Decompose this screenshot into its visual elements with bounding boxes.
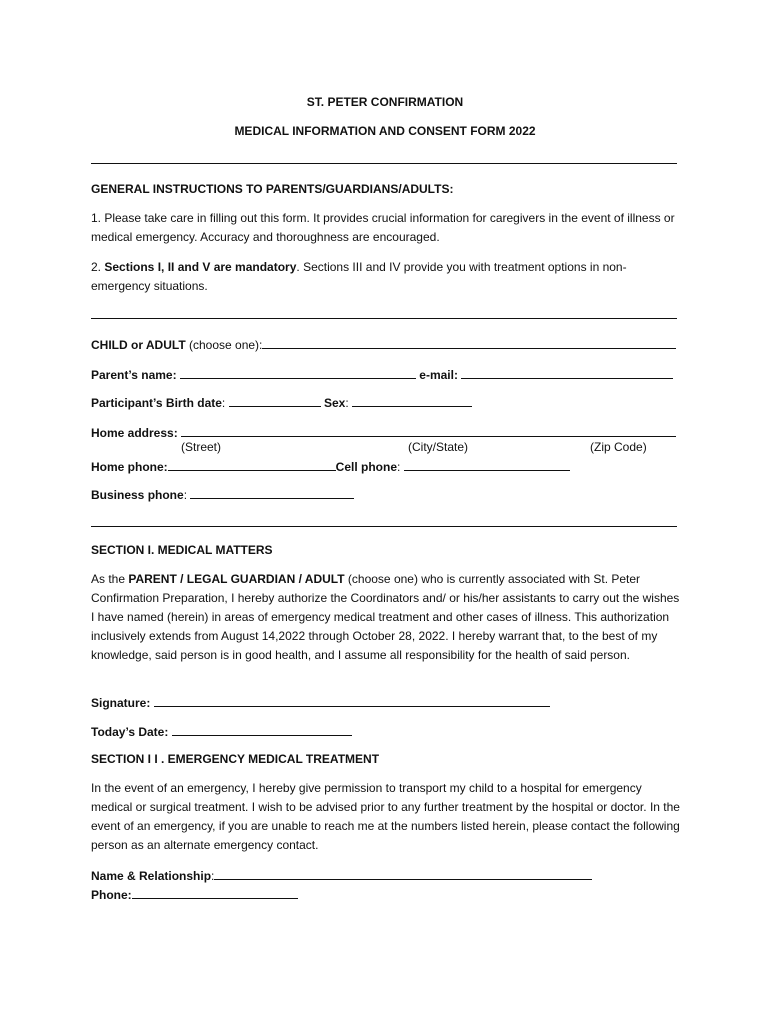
colon: : [183,488,188,502]
child-or-adult-field[interactable] [262,337,676,349]
business-phone-label: Business phone [91,488,184,502]
signature-label: Signature: [91,696,151,710]
home-address-label: Home address: [91,426,178,440]
home-address-row [91,425,676,439]
business-phone-field[interactable] [190,487,354,499]
instruction-2-bold: Sections I, II and V are mandatory [104,260,297,274]
city-state-caption: (City/State) [408,440,469,454]
emergency-phone-label: Phone: [91,888,132,902]
sex-label: Sex [323,396,346,410]
section-1-heading: SECTION I. MEDICAL MATTERS [91,543,273,557]
colon: : [221,396,226,410]
emergency-phone-field[interactable] [132,887,298,899]
sex-field[interactable] [352,395,472,407]
home-phone-field[interactable] [168,459,336,471]
cell-phone-field[interactable] [404,459,570,471]
name-relationship-field[interactable] [214,868,592,880]
emergency-phone-row [91,887,298,901]
todays-date-field[interactable] [172,724,352,736]
home-phone-label: Home phone: [91,460,168,474]
zip-caption: (Zip Code) [590,440,647,454]
business-phone-row [91,487,354,501]
divider [91,526,677,527]
form-title: ST. PETER CONFIRMATION [306,95,464,109]
colon: : [211,869,215,883]
section-1-bold: PARENT / LEGAL GUARDIAN / ADULT [128,572,345,586]
section-2-text: In the event of an emergency, I hereby give permission to transport my child to a hospital for emergency medical or surgical treatment. I wish to be advised prior to any further treatment by the hospital or doctor. In the event of an emergency, if you are unable to reach me at the numbers listed herein, please contact the following person as an alternate emergency contact. [91,781,680,852]
signature-row [91,695,550,709]
birth-date-label: Participant’s Birth date [91,396,222,410]
name-relationship-label: Name & Relationship [91,869,212,883]
instruction-2-rest: . Sections III and IV provide you with treatment options in non-emergency situations. [91,260,627,293]
divider [91,318,677,319]
child-or-adult-hint: (choose one): [189,338,263,352]
instruction-1: 1. Please take care in filling out this form. It provides crucial information for caregivers in the event of illness or medical emergency. Accuracy and thoroughness are encouraged. [91,211,675,244]
form-subtitle: MEDICAL INFORMATION AND CONSENT FORM 2022 [234,124,536,138]
section-1-rest: (choose one) who is currently associated with St. Peter Confirmation Preparation, I hereby authorize the Coordinators and/ or his/her assistants to carry out the wishes I have named (herein) in areas of emergency medical treatment and other cases of illness. This authorization inclusively extends from August 14,2022 through October 28, 2022. I hereby warrant that, to the best of my knowledge, said person is in good health, and I assume all responsibility for the health of said person. [91,572,680,662]
divider [91,163,677,164]
birth-date-field[interactable] [229,395,321,407]
colon: : [345,396,349,410]
cell-phone-label: Cell phone [335,460,398,474]
home-address-field[interactable] [181,425,676,437]
todays-date-label: Today’s Date: [91,725,169,739]
colon: : [397,460,401,474]
instruction-2 [91,258,681,296]
child-or-adult-row [91,337,676,351]
signature-field[interactable] [154,695,550,707]
street-caption: (Street) [181,440,222,454]
birth-date-row [91,395,472,409]
instructions-heading: GENERAL INSTRUCTIONS TO PARENTS/GUARDIANS/ADULTS: [91,182,454,196]
section-2-heading: SECTION I I . EMERGENCY MEDICAL TREATMENT [91,752,380,766]
parents-name-label: Parent’s name: [91,368,177,382]
phone-row [91,459,570,473]
parents-name-row [91,367,673,381]
email-label: e-mail: [419,368,458,382]
todays-date-row [91,724,352,738]
section-1-prefix: As the [91,572,129,586]
name-relationship-row [91,868,592,882]
instruction-2-prefix: 2. [91,260,105,274]
child-or-adult-label: CHILD or ADULT [91,338,186,352]
parents-name-field[interactable] [180,367,416,379]
email-field[interactable] [461,367,673,379]
section-1-text [91,570,681,665]
